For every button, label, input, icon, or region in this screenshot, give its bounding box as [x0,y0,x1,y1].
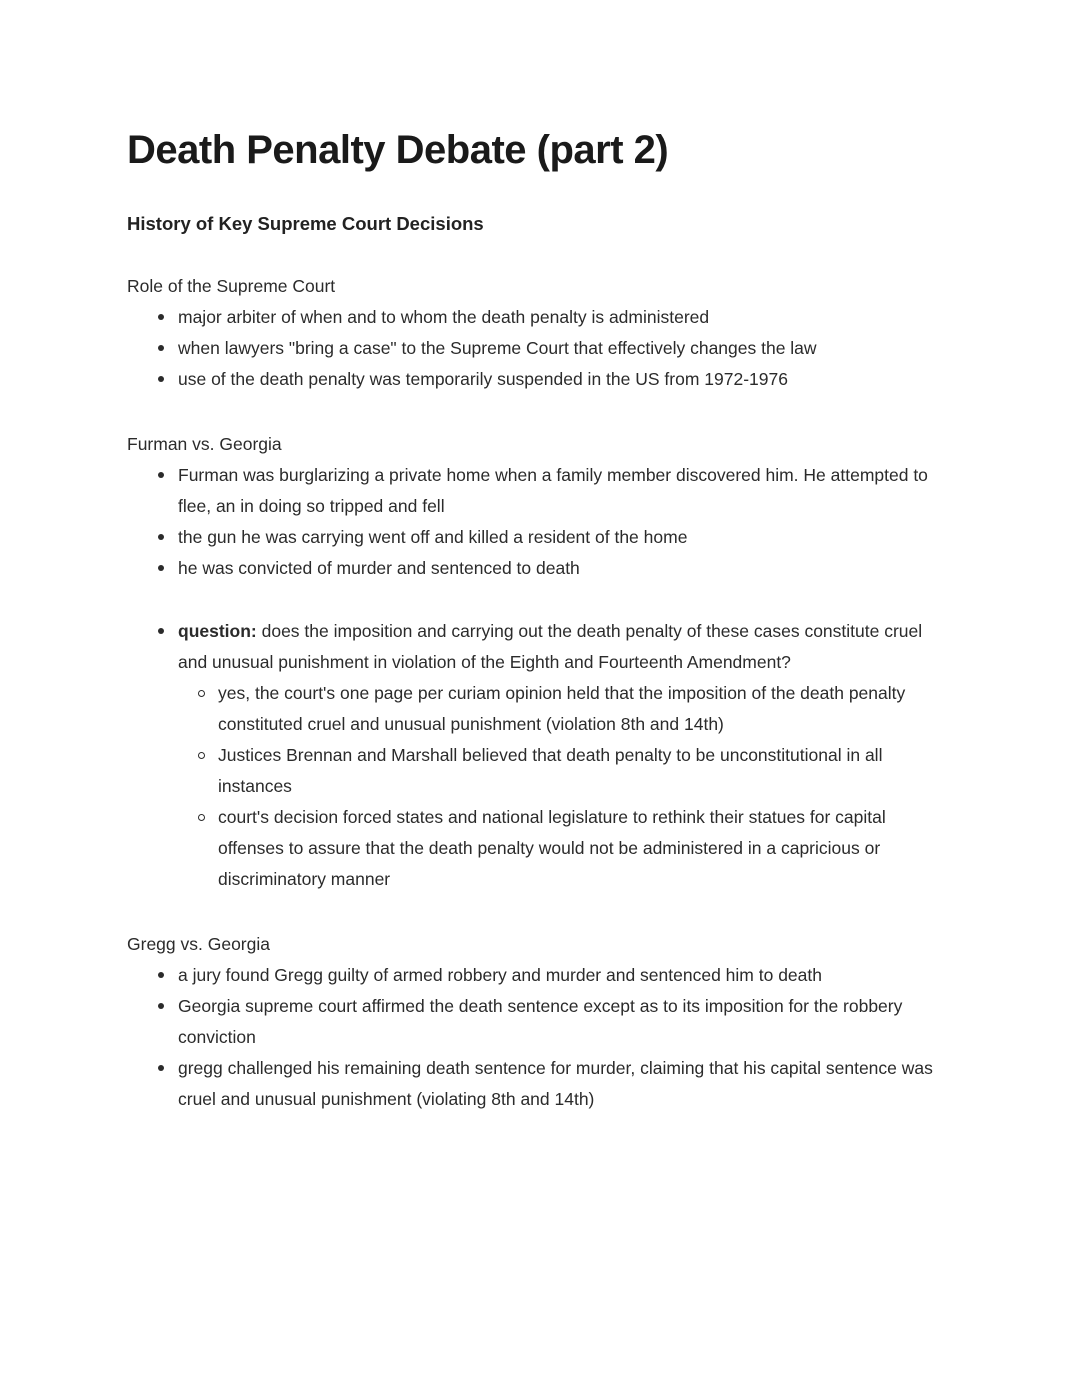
bullet-list [127,960,940,1115]
sub-bullet-item: court's decision forced states and national legislature to rethink their statues for capital offenses to assure that the death penalty would not be administered in a capricious or discriminatory manner [127,802,940,895]
bullet-item: he was convicted of murder and sentenced to death [127,553,940,584]
bullet-text: does the imposition and carrying out the death penalty of these cases constitute cruel and unusual punishment in violation of the Eighth and Fourteenth Amendment? [178,621,923,672]
bullet-item-question [127,616,940,678]
section-heading: Role of the Supreme Court [127,276,336,296]
sub-bullet-list [127,678,940,895]
section-furman-vs-georgia [127,429,940,895]
section-heading: Gregg vs. Georgia [127,934,270,954]
bullet-item: use of the death penalty was temporarily suspended in the US from 1972-1976 [127,364,940,395]
bullet-item: a jury found Gregg guilty of armed robbery and murder and sentenced him to death [127,960,940,991]
section-gregg-vs-georgia [127,929,940,1115]
section-subtitle: History of Key Supreme Court Decisions [127,213,484,234]
bullet-item: Furman was burglarizing a private home when a family member discovered him. He attempted to flee, an in doing so tripped and fell [127,460,940,522]
sub-bullet-item: yes, the court's one page per curiam opinion held that the imposition of the death penalty constituted cruel and unusual punishment (violation 8th and 14th) [127,678,940,740]
section-heading: Furman vs. Georgia [127,434,282,454]
bullet-item: major arbiter of when and to whom the death penalty is administered [127,302,940,333]
bullet-item: gregg challenged his remaining death sentence for murder, claiming that his capital sentence was cruel and unusual punishment (violating 8th and 14th) [127,1053,940,1115]
bullet-bold-prefix: question: [178,621,257,641]
section-role-of-supreme-court [127,271,940,395]
page-title: Death Penalty Debate (part 2) [127,128,669,172]
bullet-item: the gun he was carrying went off and killed a resident of the home [127,522,940,553]
bullet-item: Georgia supreme court affirmed the death sentence except as to its imposition for the robbery conviction [127,991,940,1053]
bullet-list [127,302,940,395]
bullet-list [127,460,940,678]
sub-bullet-item: Justices Brennan and Marshall believed that death penalty to be unconstitutional in all instances [127,740,940,802]
bullet-item: when lawyers "bring a case" to the Supreme Court that effectively changes the law [127,333,940,364]
